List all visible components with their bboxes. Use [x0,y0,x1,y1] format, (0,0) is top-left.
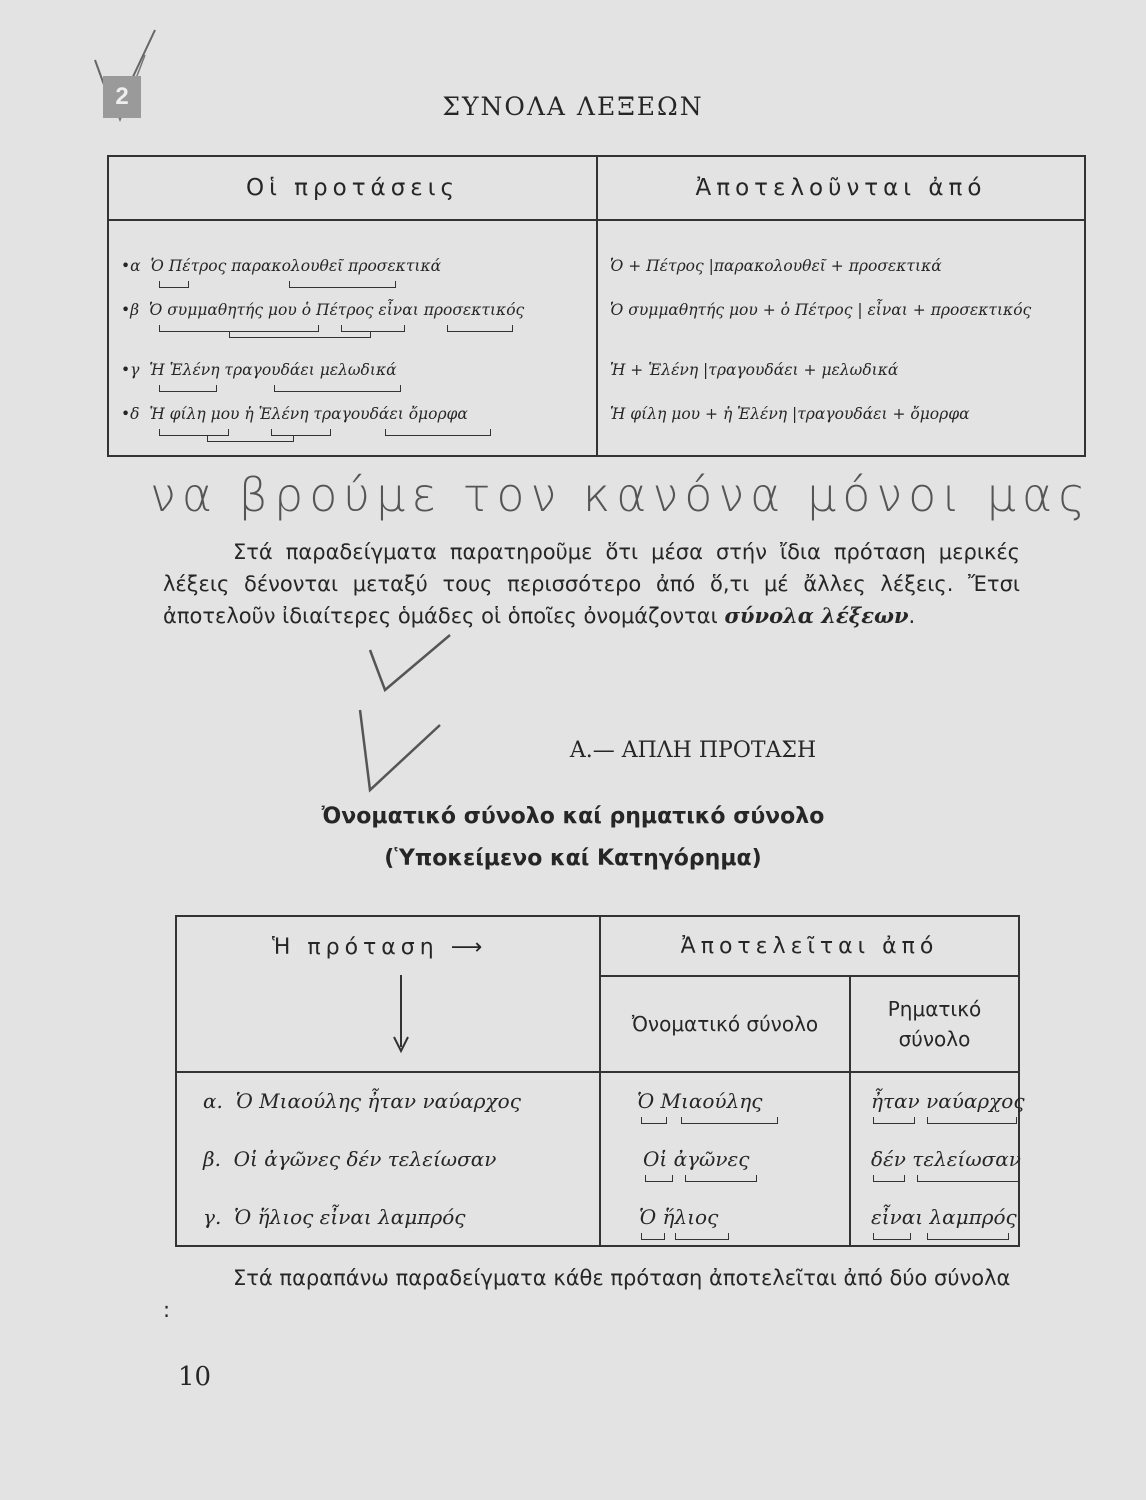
bracket [873,1233,911,1240]
bracket [685,1175,757,1182]
table1-row-d: •δ Ἡ φίλη μου ἡ Ἑλένη τραγουδάει ὄμορφα [121,405,468,423]
table2-row-c: γ. Ὁ ἥλιος εἶναι λαμπρός [203,1205,466,1229]
table1-row-b: •β Ὁ συμμαθητής μου ὁ Πέτρος εἶναι προσεκτικός [121,301,525,319]
page-title: ΣΥΝΟΛΑ ΛΕΞΕΩΝ [442,92,704,121]
table2-nominal-b: Οἱ ἀγῶνες [643,1147,750,1171]
table2-verbal-cell [850,1072,1025,1246]
arrow-right-icon: ⟶ [450,935,483,960]
sentences-table [107,155,1086,457]
table1-groups-b: Ὁ συμμαθητής μου + ὁ Πέτρος | εἶναι + προσεκτικός [610,301,1032,319]
bracket [159,385,217,392]
bracket [274,385,401,392]
bracket [207,435,294,442]
bracket [675,1233,729,1240]
bracket [159,281,189,288]
table2-sub-nominal: Ὀνοματικό σύνολο [600,976,850,1072]
key-term: σύνολα λέξεων [724,603,909,628]
table1-col1-header: Οἱ προτάσεις [108,156,597,220]
table2-sentences-cell [176,1072,600,1246]
bracket [641,1117,667,1124]
bracket [917,1175,1019,1182]
chapter-badge: 2 [103,76,141,118]
bracket [289,281,396,288]
section-heading: Α.— ΑΠΛΗ ΠΡΟΤΑΣΗ [569,738,817,763]
table1-sentences-cell [108,220,597,456]
bracket [681,1117,778,1124]
table2-row-a: α. Ὁ Μιαούλης ἦταν ναύαρχος [203,1089,521,1113]
page-number: 10 [178,1362,212,1392]
table1-groups-a: Ὁ + Πέτρος |παρακολουθεῖ + προσεκτικά [610,257,942,275]
bracket [927,1117,1017,1124]
table2-verbal-a: ἦταν ναύαρχος [871,1089,1025,1113]
table2-verbal-b: δέν τελείωσαν [871,1147,1021,1171]
table1-groups-cell [597,220,1085,456]
table2-col1-header-cell [176,916,600,1072]
table2-sub-verbal: Ρηματικό σύνολο [850,976,1019,1072]
bracket [873,1175,905,1182]
arrow-down-icon [393,975,409,1055]
table2-nominal-c: Ὁ ἥλιος [639,1205,719,1229]
table2-verbal-c: εἶναι λαμπρός [871,1205,1017,1229]
bracket [641,1233,665,1240]
section-subheading: Ὀνοματικό σύνολο καί ρηματικό σύνολο [321,804,825,829]
table1-groups-d: Ἡ φίλη μου + ἡ Ἑλένη |τραγουδάει + ὄμορφα [610,405,970,423]
bracket [385,429,491,436]
table2-nominal-cell [600,1072,850,1246]
table1-groups-c: Ἡ + Ἑλένη |τραγουδάει + μελωδικά [610,361,899,379]
bracket [927,1233,1009,1240]
table1-col2-header: Ἀποτελοῦνται ἀπό [597,156,1085,220]
table1-row-c: •γ Ἡ Ἑλένη τραγουδάει μελωδικά [121,361,397,379]
table2-nominal-a: Ὁ Μιαούλης [637,1089,763,1113]
table2-col1-header: Ἡ πρόταση [272,935,439,960]
section-subheading-2: (Ὑποκείμενο καί Κατηγόρημα) [384,846,762,871]
paragraph-intro: Στά παραδείγματα παρατηροῦμε ὅτι μέσα στήν ἴδια πρόταση μερικές λέξεις δένονται μεταξύ τους περισσότερο ἀπό ὅ,τι μέ ἄλλες λέξεις. Ἔτσι ἀποτελοῦν ἰδιαίτερες ὁμάδες οἱ ὁποῖες ὀνομάζονται σύνολα λέξεων. [163,540,1020,628]
table2-col2-header: Ἀποτελεῖται ἀπό [600,916,1019,976]
structure-table [175,915,1025,1247]
bracket [645,1175,673,1182]
bracket [447,325,513,332]
bracket [873,1117,915,1124]
table2-row-b: β. Οἱ ἀγῶνες δέν τελείωσαν [203,1147,497,1171]
paragraph-conclusion: Στά παραπάνω παραδείγματα κάθε πρόταση ἀποτελεῖται ἀπό δύο σύνολα : [163,1266,1011,1322]
pencil-checkmark [350,630,470,810]
table1-row-a: •α Ὁ Πέτρος παρακολουθεῖ προσεκτικά [121,257,442,275]
bracket [229,331,371,338]
handwritten-note: να βρούμε τον κανόνα μόνοι μας [150,468,1092,522]
